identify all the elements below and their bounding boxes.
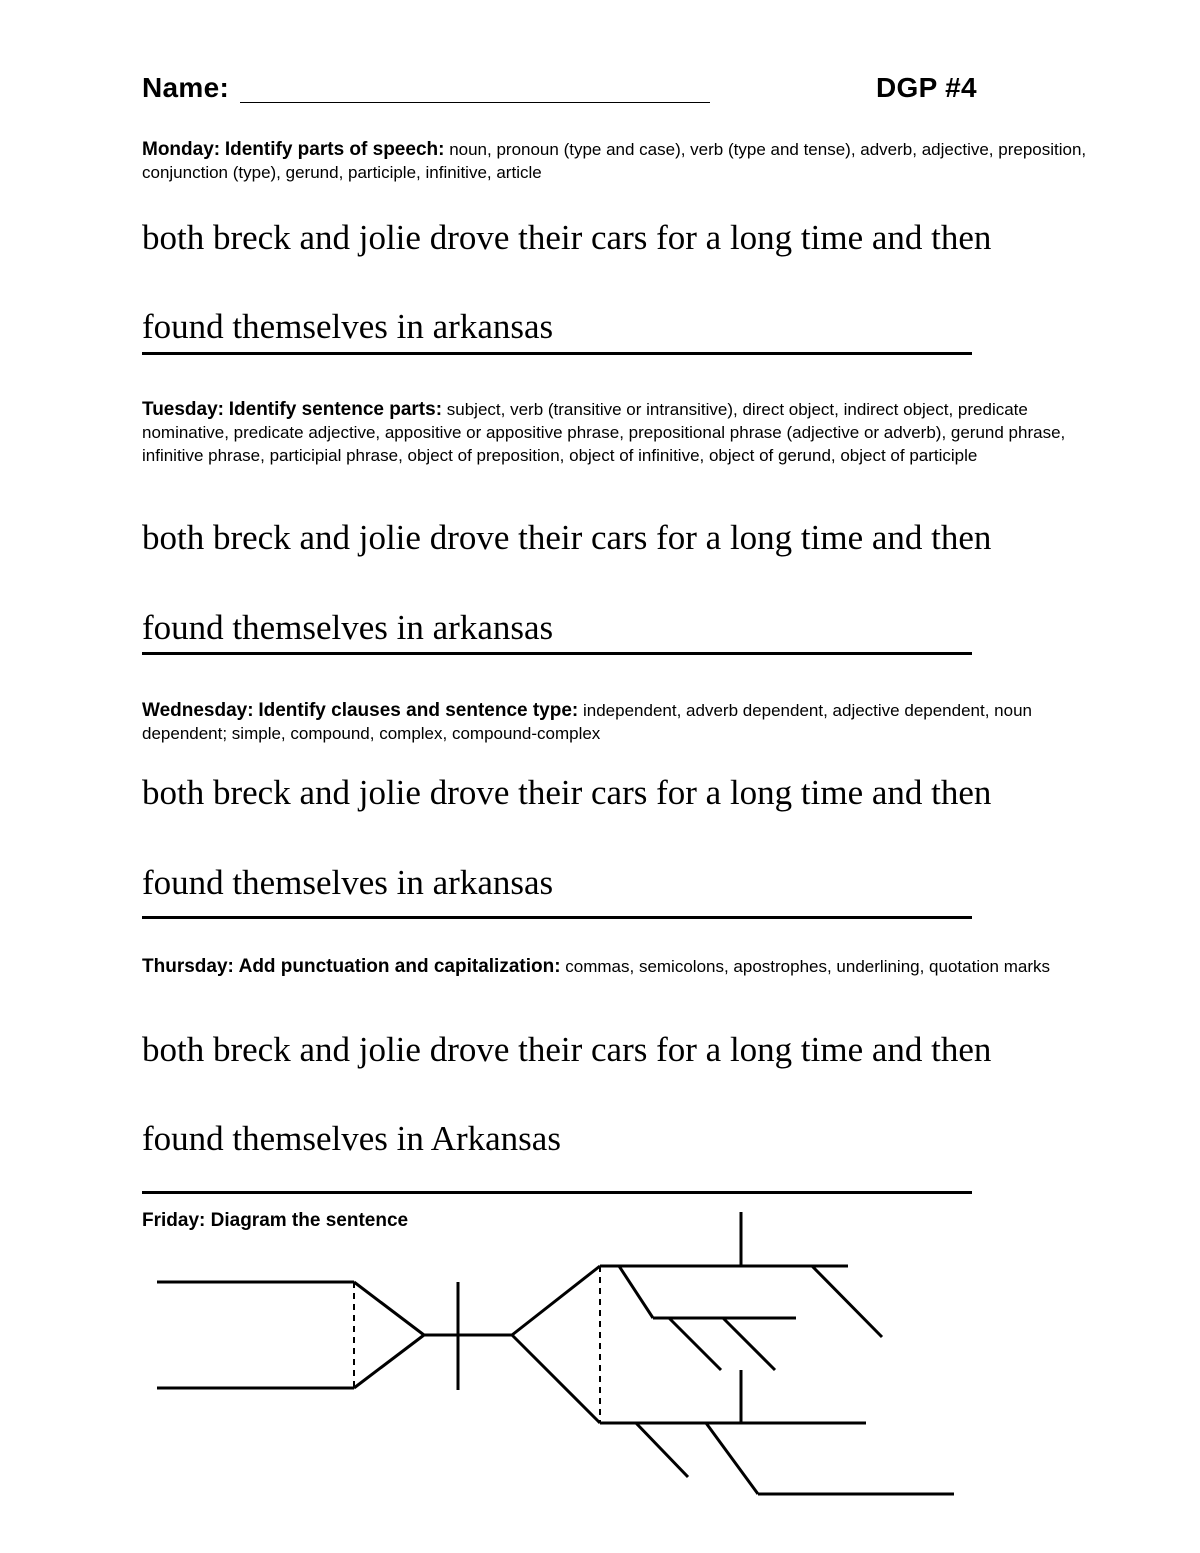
tuesday-sentence-line-2: found themselves in arkansas xyxy=(142,608,554,647)
subject-fork-bottom xyxy=(354,1335,424,1388)
tuesday-day-label: Tuesday: xyxy=(142,399,225,420)
wednesday-task: Identify clauses and sentence type: xyxy=(258,700,579,721)
lower-prep-slant xyxy=(706,1423,758,1494)
tuesday-details: subject, verb (transitive or intransitive), direct object, indirect object, predicate nominative, predicate adjective, appositive or appositive phrase, prepositional phrase (adjective or adverb), gerund phrase, infinitive phrase, participial phrase, object of preposition, object of infinitive, object of gerund, object of participle xyxy=(142,400,1066,465)
monday-sentence-line-1: both breck and jolie drove their cars for a long time and then xyxy=(142,218,992,257)
monday-sentence-line-2: found themselves in arkansas xyxy=(142,307,554,346)
subject-fork-top xyxy=(354,1282,424,1335)
thursday-day-label: Thursday: xyxy=(142,956,234,977)
monday-task: Identify parts of speech: xyxy=(224,139,445,160)
monday-details: noun, pronoun (type and case), verb (type and tense), adverb, adjective, preposition, conjunction (type), gerund, participle, infinitive, article xyxy=(142,140,1087,182)
thursday-details: commas, semicolons, apostrophes, underlining, quotation marks xyxy=(565,957,1051,976)
predicate-fork-bottom xyxy=(512,1335,600,1423)
wednesday-sentence-line-1: both breck and jolie drove their cars for a long time and then xyxy=(142,773,992,812)
tuesday-task: Identify sentence parts: xyxy=(228,399,443,420)
tuesday-sentence-line-1: both breck and jolie drove their cars for a long time and then xyxy=(142,518,992,557)
upper-modifier-slant xyxy=(812,1266,882,1337)
wednesday-sentence-line-2: found themselves in arkansas xyxy=(142,863,554,902)
name-label: Name: xyxy=(142,72,230,103)
worksheet-title: DGP #4 xyxy=(876,72,977,103)
wednesday-day-label: Wednesday: xyxy=(142,700,254,721)
friday-label: Friday: Diagram the sentence xyxy=(142,1210,409,1231)
lower-modifier-slant xyxy=(636,1423,688,1477)
wednesday-details: independent, adverb dependent, adjective dependent, noun dependent; simple, compound, complex, compound-complex xyxy=(142,701,1032,743)
predicate-fork-top xyxy=(512,1266,600,1335)
prep-slant xyxy=(619,1266,653,1318)
thursday-sentence-line-1: both breck and jolie drove their cars for a long time and then xyxy=(142,1030,992,1069)
thursday-sentence-line-2: found themselves in Arkansas xyxy=(142,1119,561,1158)
thursday-task: Add punctuation and capitalization: xyxy=(238,956,561,977)
prep-modifier-slant-2 xyxy=(723,1318,775,1370)
prep-modifier-slant-1 xyxy=(669,1318,721,1370)
monday-day-label: Monday: xyxy=(142,139,221,160)
